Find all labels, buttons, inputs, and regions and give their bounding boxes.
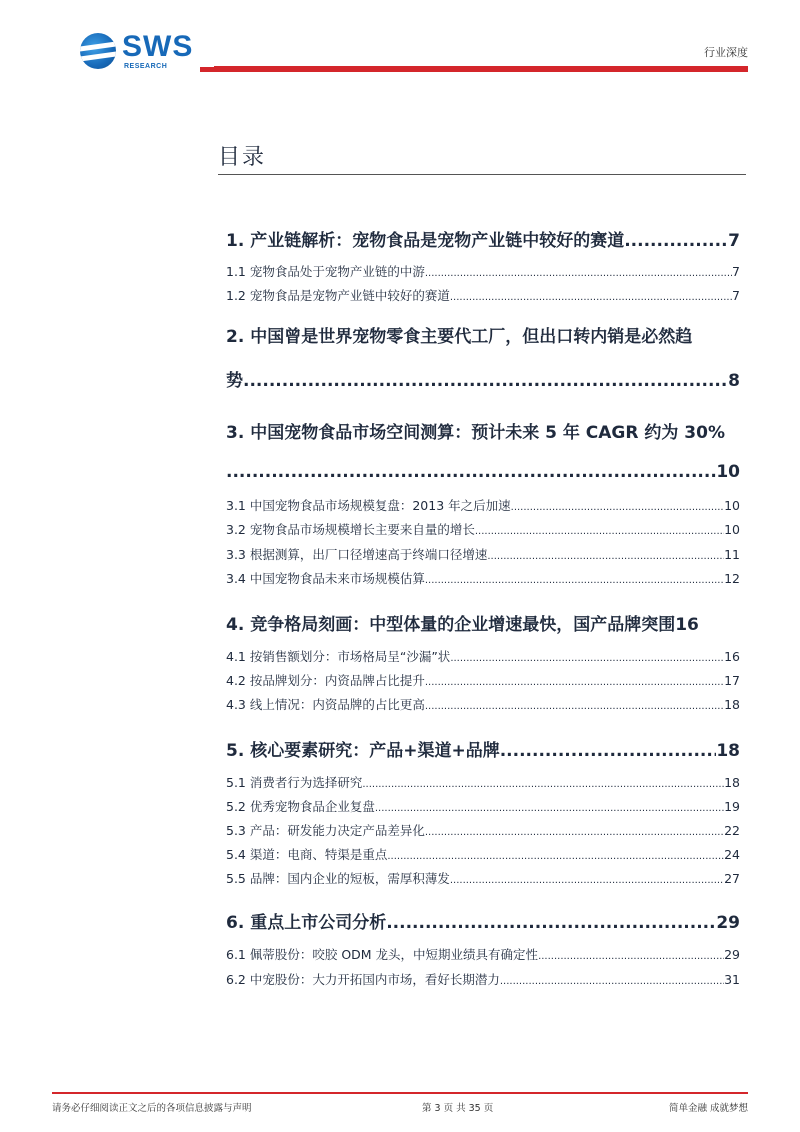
toc-entry-label: 6.1 佩蒂股份：咬胶 ODM 龙头，中短期业绩具有确定性 — [226, 947, 539, 962]
toc-entry-label: 4.3 线上情况：内资品牌的占比更高 — [226, 697, 425, 712]
toc-leader — [243, 371, 728, 391]
toc-entry-label: 5.3 产品：研发能力决定产品差异化 — [226, 823, 425, 838]
toc-leader — [387, 851, 724, 862]
toc-entry-page: 22 — [724, 823, 740, 838]
toc-entry-page: 18 — [724, 775, 740, 790]
toc-entry-label: 势 — [226, 371, 243, 391]
toc-entry[interactable] — [226, 773, 740, 791]
toc-entry-label: 5.4 渠道：电商、特渠是重点 — [226, 847, 388, 862]
toc-entry-page: 27 — [724, 871, 740, 886]
toc-entry[interactable] — [226, 671, 740, 689]
toc-entry-label: 3.4 中国宠物食品未来市场规模估算 — [226, 571, 425, 586]
toc-entry-label: 1. 产业链解析：宠物食品是宠物产业链中较好的赛道 — [226, 231, 625, 251]
toc-entry-page: 7 — [732, 264, 740, 279]
toc-entry[interactable] — [226, 908, 740, 933]
toc-entry[interactable] — [226, 286, 740, 304]
toc-entry-label: 3.2 宠物食品市场规模增长主要来自量的增长 — [226, 522, 475, 537]
toc-entry[interactable] — [226, 520, 740, 538]
toc-entry-label: 1.2 宠物食品是宠物产业链中较好的赛道 — [226, 288, 450, 303]
toc-entry-page: 10 — [716, 462, 740, 482]
toc-entry[interactable] — [226, 462, 740, 482]
toc-leader — [511, 502, 724, 513]
toc-entry-page: 17 — [724, 673, 740, 688]
toc-entry-line1[interactable]: 2. 中国曾是世界宠物零食主要代工厂，但出口转内销是必然趋 — [226, 327, 693, 347]
toc-entry-page: 29 — [724, 947, 740, 962]
toc-entry-page: 19 — [724, 799, 740, 814]
toc-entry-page: 16 — [675, 615, 699, 635]
toc-entry[interactable] — [226, 366, 740, 391]
toc-entry[interactable] — [226, 821, 740, 839]
toc-entry-label: 6. 重点上市公司分析 — [226, 913, 387, 933]
toc-leader — [487, 551, 724, 562]
toc-entry-page: 11 — [724, 547, 740, 562]
toc-leader — [386, 913, 716, 933]
toc-leader — [425, 268, 732, 279]
toc-entry-label: 4. 竞争格局刻画：中型体量的企业增速最快，国产品牌突围 — [226, 615, 676, 635]
toc-leader — [624, 231, 728, 251]
toc-entry[interactable] — [226, 797, 740, 815]
footer-disclaimer: 请务必仔细阅读正文之后的各项信息披露与声明 — [52, 1103, 252, 1114]
sws-logo-icon — [80, 33, 116, 69]
toc-entry-label: 6.2 中宠股份：大力开拓国内市场，看好长期潜力 — [226, 972, 500, 987]
footer-divider — [52, 1092, 748, 1094]
toc-title: 目录 — [218, 145, 267, 170]
toc-leader — [450, 292, 732, 303]
footer-slogan: 简单金融 成就梦想 — [668, 1103, 748, 1114]
toc-entry-label: 4.2 按品牌划分：内资品牌占比提升 — [226, 673, 425, 688]
toc-leader — [375, 803, 724, 814]
toc-entry[interactable] — [226, 869, 740, 887]
toc-entry-page: 7 — [728, 231, 740, 251]
toc-entry-label: 4.1 按销售额划分：市场格局呈“沙漏”状 — [226, 649, 451, 664]
toc-entry[interactable] — [226, 496, 740, 514]
toc-leader — [500, 976, 724, 987]
toc-leader — [475, 526, 724, 537]
toc-entry-label: 1.1 宠物食品处于宠物产业链的中游 — [226, 264, 425, 279]
toc-entry[interactable] — [226, 736, 740, 761]
logo-subtitle: RESEARCH — [124, 63, 168, 70]
toc-entry-page: 8 — [728, 371, 740, 391]
toc-entry-page: 18 — [724, 697, 740, 712]
toc-entry-page: 16 — [724, 649, 740, 664]
toc-entry-page: 24 — [724, 847, 740, 862]
toc-entry[interactable] — [226, 945, 740, 963]
toc-entry[interactable] — [226, 226, 740, 251]
toc-entry-label: 5.5 品牌：国内企业的短板，需厚积薄发 — [226, 871, 450, 886]
toc-entry[interactable] — [226, 970, 740, 988]
toc-entry[interactable] — [226, 262, 740, 280]
toc-entry-label: 5.2 优秀宠物食品企业复盘 — [226, 799, 375, 814]
toc-entry-page: 29 — [716, 913, 740, 933]
toc-entry-page: 12 — [724, 571, 740, 586]
toc-entry[interactable] — [226, 647, 740, 665]
toc-leader — [538, 951, 724, 962]
toc-entry[interactable] — [226, 545, 740, 563]
toc-entry-page: 31 — [724, 972, 740, 987]
toc-leader — [450, 653, 724, 664]
toc-leader — [500, 741, 717, 761]
toc-entry-label: 5.1 消费者行为选择研究 — [226, 775, 363, 790]
toc-leader — [362, 779, 724, 790]
toc-entry[interactable] — [226, 845, 740, 863]
toc-entry[interactable] — [226, 610, 740, 635]
toc-entry-line1[interactable]: 3. 中国宠物食品市场空间测算：预计未来 5 年 CAGR 约为 30% — [226, 423, 725, 443]
toc-entry[interactable] — [226, 569, 740, 587]
toc-leader — [450, 875, 724, 886]
toc-entry-page: 18 — [716, 741, 740, 761]
toc-entry-label: 3.1 中国宠物食品市场规模复盘：2013 年之后加速 — [226, 498, 511, 513]
toc-leader — [425, 575, 724, 586]
toc-entry-label: 5. 核心要素研究：产品+渠道+品牌 — [226, 741, 500, 761]
toc-leader — [425, 677, 724, 688]
toc-title-rule — [218, 174, 746, 175]
page-footer — [52, 1092, 748, 1120]
header-divider-thick — [200, 67, 748, 72]
toc-entry-page: 10 — [724, 498, 740, 513]
toc-entry-page: 7 — [732, 288, 740, 303]
toc-entry-page: 10 — [724, 522, 740, 537]
logo-name: SWS — [122, 30, 194, 63]
toc-entry[interactable] — [226, 695, 740, 713]
report-category: 行业深度 — [704, 46, 748, 59]
footer-page-number: 第 3 页 共 35 页 — [422, 1103, 494, 1114]
sws-logo — [80, 32, 193, 70]
toc-entry-label: 3.3 根据测算，出厂口径增速高于终端口径增速 — [226, 547, 488, 562]
toc-leader — [425, 827, 724, 838]
toc-leader — [226, 462, 716, 482]
toc-leader — [425, 701, 724, 712]
